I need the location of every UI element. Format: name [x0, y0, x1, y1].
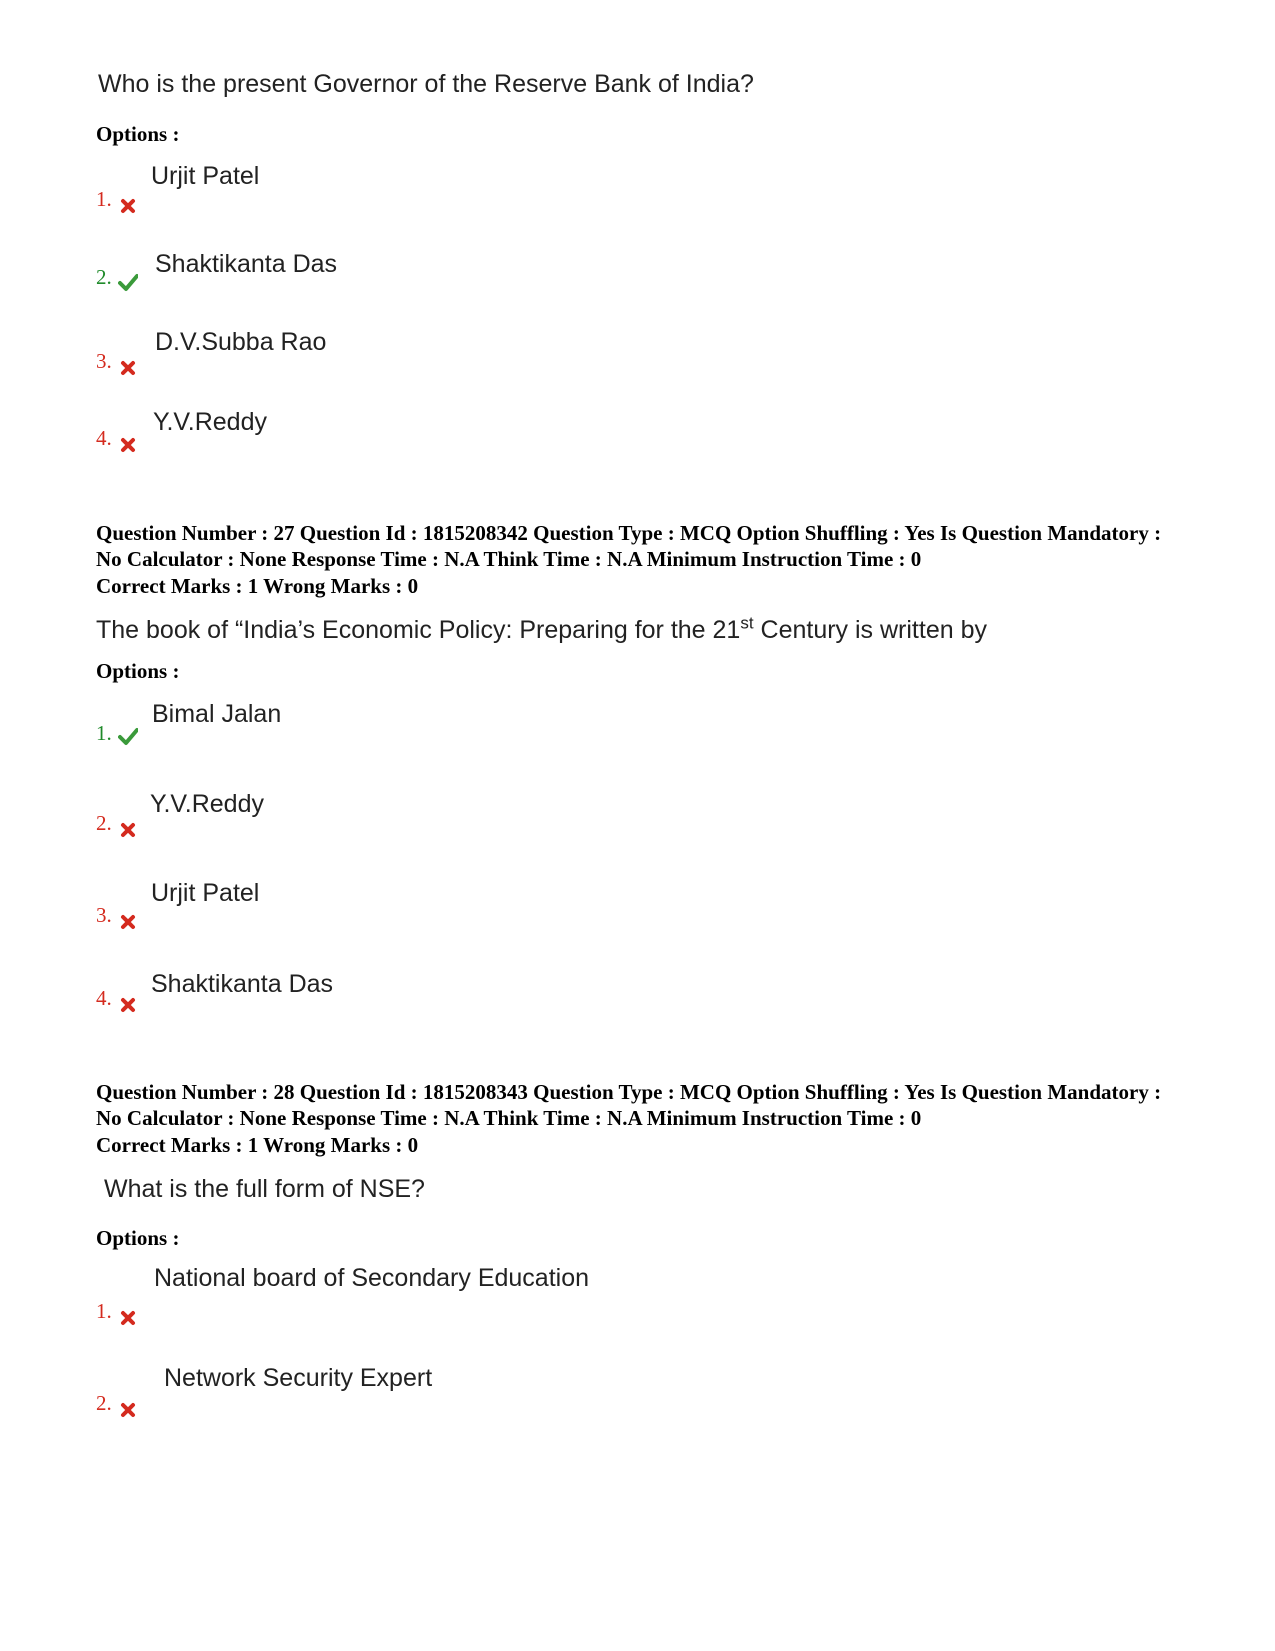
wrong-cross-icon: [118, 912, 138, 932]
wrong-cross-icon: [118, 995, 138, 1015]
wrong-cross-icon: [118, 1308, 138, 1328]
wrong-cross-icon: [118, 358, 138, 378]
option-number: 3.: [96, 903, 112, 927]
option-text: D.V.Subba Rao: [155, 328, 327, 356]
option-text: Y.V.Reddy: [153, 408, 267, 436]
option-number: 3.: [96, 349, 112, 373]
question-text: Who is the present Governor of the Reserve Bank of India?: [98, 70, 754, 98]
wrong-cross-icon: [118, 435, 138, 455]
option-number: 2.: [96, 265, 112, 289]
question-metadata: Question Number : 28 Question Id : 1815208343 Question Type : MCQ Option Shuffling : Yes Is Question Mandatory : No Calculator : None Response Time : N.A Think Time : N.A Minimum Instruction Time : 0: [96, 1080, 1162, 1130]
option-text: Shaktikanta Das: [151, 970, 334, 998]
correct-check-icon: [118, 726, 138, 746]
question-text: The book of “India’s Economic Policy: Preparing for the 21st Century is written by: [96, 613, 987, 644]
option-text: Bimal Jalan: [152, 700, 282, 728]
option-text: Urjit Patel: [151, 879, 260, 907]
correct-check-icon: [118, 272, 138, 292]
options-label: Options :: [96, 1226, 180, 1250]
option-number: 1.: [96, 187, 112, 211]
option-number: 2.: [96, 1391, 112, 1415]
wrong-cross-icon: [118, 196, 138, 216]
marks-info: Correct Marks : 1 Wrong Marks : 0: [96, 1133, 419, 1157]
option-text: Network Security Expert: [164, 1364, 433, 1392]
option-number: 2.: [96, 811, 112, 835]
options-label: Options :: [96, 122, 180, 146]
wrong-cross-icon: [118, 820, 138, 840]
option-text: Shaktikanta Das: [155, 250, 338, 278]
option-number: 1.: [96, 721, 112, 745]
question-metadata: Question Number : 27 Question Id : 1815208342 Question Type : MCQ Option Shuffling : Yes Is Question Mandatory : No Calculator : None Response Time : N.A Think Time : N.A Minimum Instruction Time : 0: [96, 521, 1162, 571]
question-text: What is the full form of NSE?: [104, 1175, 425, 1203]
option-number: 1.: [96, 1299, 112, 1323]
option-number: 4.: [96, 426, 112, 450]
options-label: Options :: [96, 659, 180, 683]
option-text: Y.V.Reddy: [150, 790, 264, 818]
marks-info: Correct Marks : 1 Wrong Marks : 0: [96, 574, 419, 598]
option-text: Urjit Patel: [151, 162, 260, 190]
wrong-cross-icon: [118, 1400, 138, 1420]
option-number: 4.: [96, 986, 112, 1010]
option-text: National board of Secondary Education: [154, 1264, 590, 1292]
